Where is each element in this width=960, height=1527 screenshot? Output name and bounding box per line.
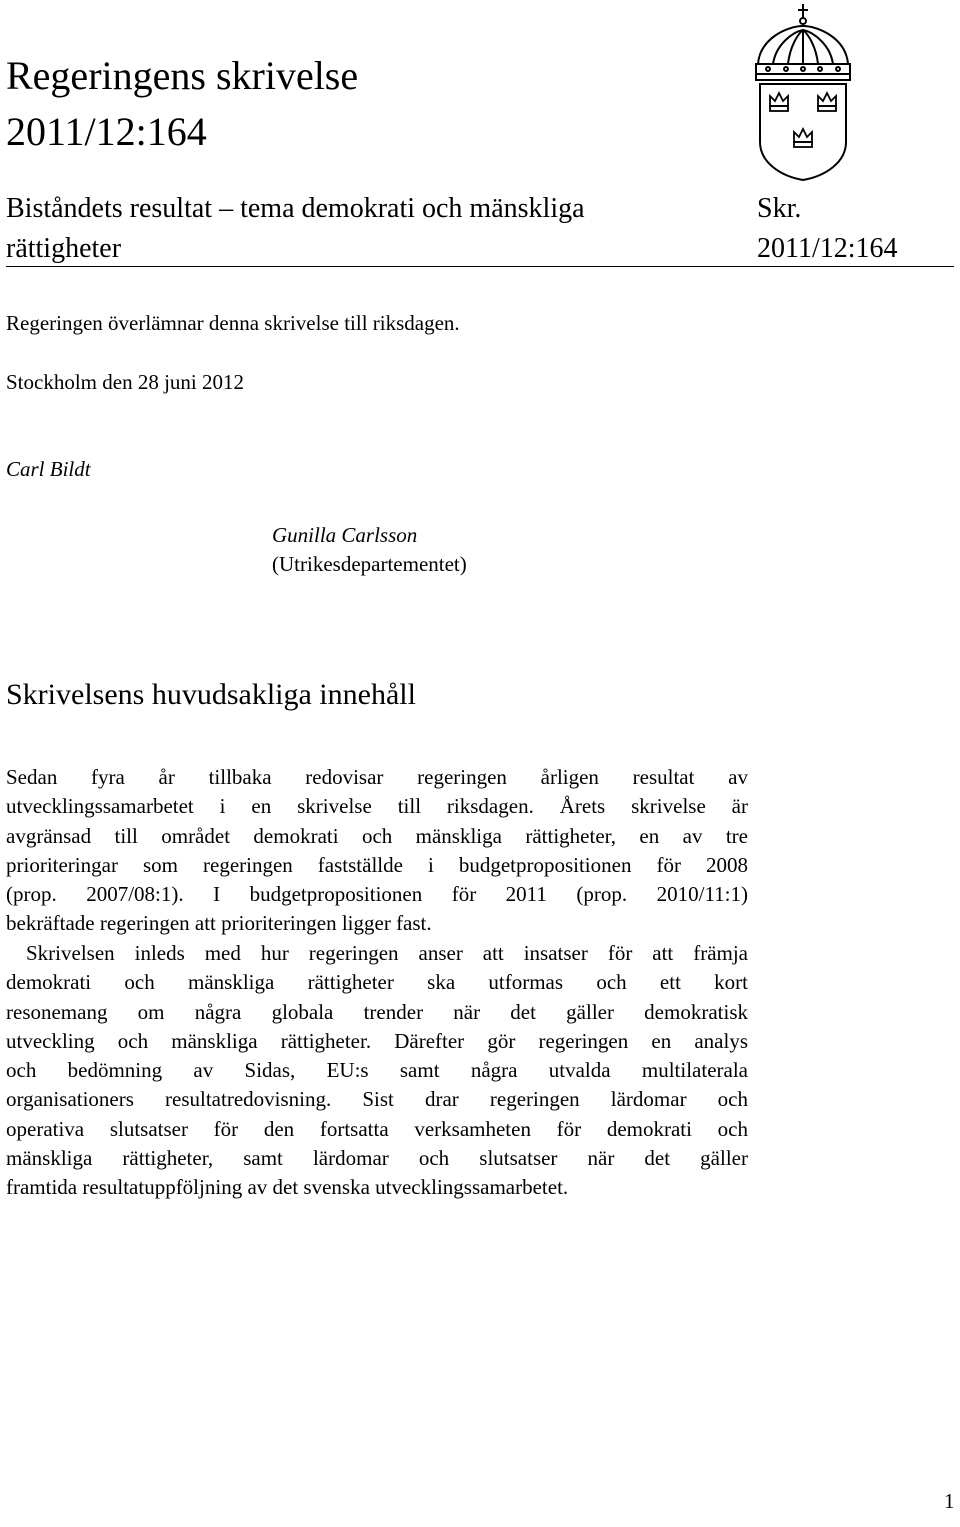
place-and-date: Stockholm den 28 juni 2012 [6, 370, 244, 394]
paragraph-line: utvecklingssamarbetet i en skrivelse till riksdagen. Årets skrivelse är [6, 794, 748, 819]
swedish-three-crowns-crest-icon [748, 2, 858, 182]
paragraph-line: organisationers resultatredovisning. Sist drar regeringen lärdomar och [6, 1087, 748, 1112]
skr-label: Skr. [757, 193, 802, 224]
paragraph-line: utveckling och mänskliga rättigheter. Därefter gör regeringen en analys [6, 1028, 748, 1053]
paragraph-line: demokrati och mänskliga rättigheter ska utformas och ett kort [6, 970, 748, 995]
skr-number: 2011/12:164 [757, 233, 898, 264]
paragraph-line: Sedan fyra år tillbaka redovisar regeringen årligen resultat av [6, 765, 748, 789]
paragraph-line: avgränsad till området demokrati och mänskliga rättigheter, en av tre [6, 823, 748, 848]
signer-name-1: Carl Bildt [6, 457, 91, 481]
header-divider [6, 266, 954, 267]
paragraph-line: Skrivelsen inleds med hur regeringen anser att insatser för att främja [26, 941, 748, 965]
intro-text: Regeringen överlämnar denna skrivelse till riksdagen. [6, 311, 460, 335]
paragraph-line: operativa slutsatser för den fortsatta verksamheten för demokrati och [6, 1116, 748, 1141]
document-subtitle-line-1: Biståndets resultat – tema demokrati och mänskliga [6, 193, 585, 224]
paragraph-line: bekräftade regeringen att prioriteringen ligger fast. [6, 911, 432, 936]
signer-name-2: Gunilla Carlsson [272, 523, 418, 547]
section-heading: Skrivelsens huvudsakliga innehåll [6, 678, 416, 711]
summary-paragraph-2 [6, 939, 748, 1203]
paragraph-line: och bedömning av Sidas, EU:s samt några utvalda multilaterala [6, 1058, 748, 1083]
document-subtitle-line-2: rättigheter [6, 233, 122, 264]
paragraph-line: mänskliga rättigheter, samt lärdomar och slutsatser när det gäller [6, 1146, 748, 1171]
paragraph-line: resonemang om några globala trender när det gäller demokratisk [6, 999, 748, 1024]
department-name: (Utrikesdepartementet) [272, 552, 467, 576]
page-number: 1 [944, 1489, 955, 1513]
paragraph-line: framtida resultatuppföljning av det svenska utvecklingssamarbetet. [6, 1175, 569, 1200]
summary-paragraph-1 [6, 763, 748, 939]
paragraph-line: prioriteringar som regeringen fastställde i budgetpropositionen för 2008 [6, 852, 748, 877]
document-title-line-2: 2011/12:164 [6, 109, 207, 154]
document-title-line-1: Regeringens skrivelse [6, 53, 359, 98]
paragraph-line: (prop. 2007/08:1). I budgetpropositionen för 2011 (prop. 2010/11:1) [6, 882, 748, 907]
